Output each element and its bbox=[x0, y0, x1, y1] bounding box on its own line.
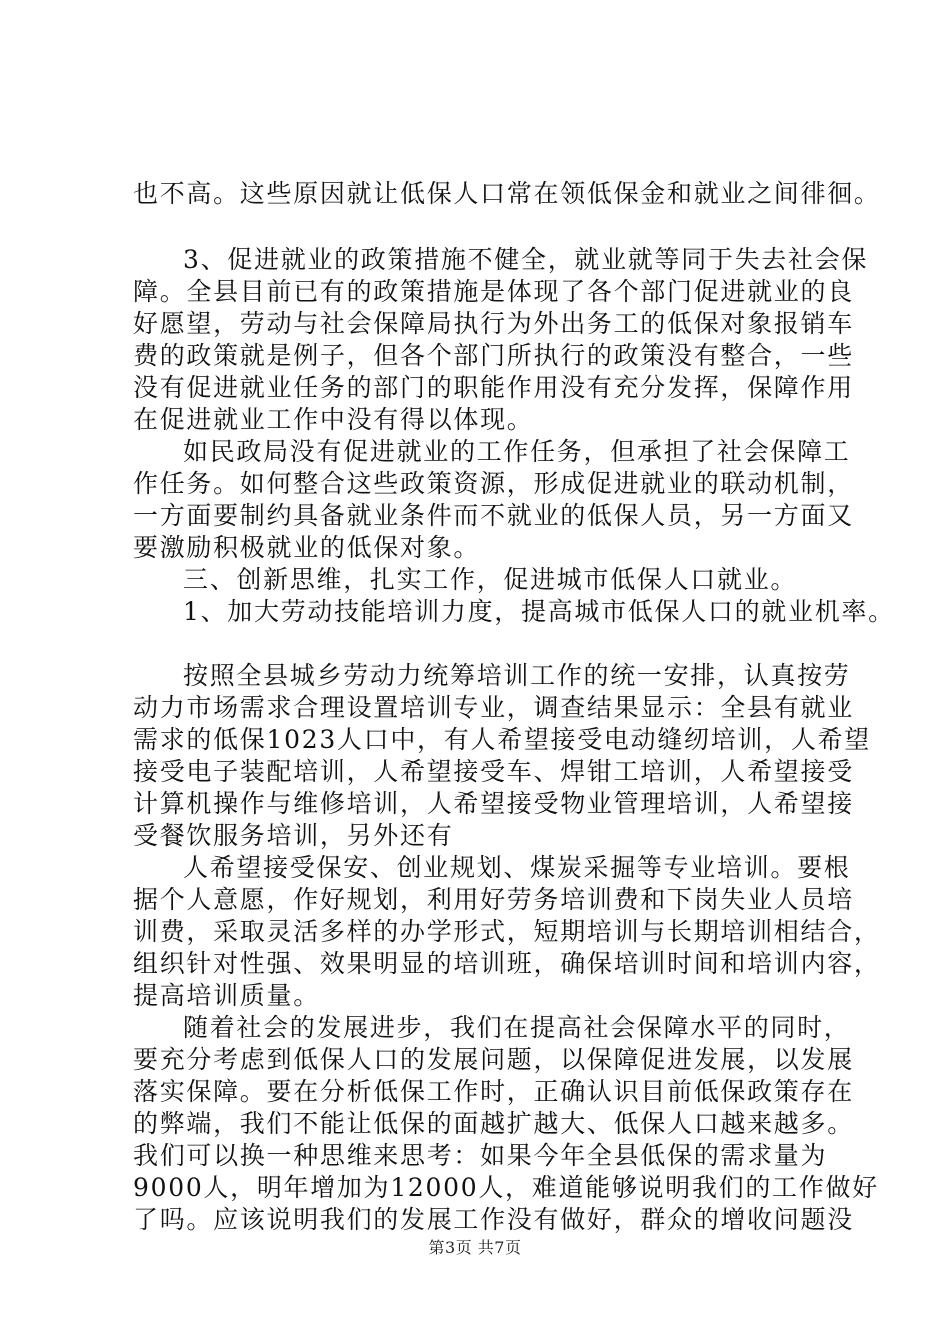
section-heading: 1、加大劳动技能培训力度，提高城市低保人口的就业机率。 bbox=[183, 597, 895, 626]
page-number: 第3页 共7页 bbox=[428, 1238, 522, 1257]
body-text-line: 我们可以换一种思维来思考：如果今年全县低保的需求量为 bbox=[133, 1141, 828, 1170]
body-text-line: 按照全县城乡劳动力统筹培训工作的统一安排，认真按劳 bbox=[183, 661, 851, 690]
body-text-line: 了吗。应该说明我们的发展工作没有做好，群众的增收问题没 bbox=[133, 1205, 854, 1234]
body-text-line: 人希望接受保安、创业规划、煤炭采掘等专业培训。要根 bbox=[183, 853, 851, 882]
body-text-line: 动力市场需求合理设置培训专业，调查结果显示：全县有就业 bbox=[133, 693, 854, 722]
section-heading: 三、创新思维，扎实工作，促进城市低保人口就业。 bbox=[183, 565, 798, 594]
body-text-line: 作任务。如何整合这些政策资源，形成促进就业的联动机制， bbox=[133, 469, 854, 498]
body-text-line: 要激励积极就业的低保对象。 bbox=[133, 533, 481, 562]
body-text-line: 受餐饮服务培训，另外还有 bbox=[133, 821, 454, 850]
body-text-line: 接受电子装配培训，人希望接受车、焊钳工培训，人希望接受 bbox=[133, 757, 854, 786]
body-text-line: 训费，采取灵活多样的办学形式，短期培训与长期培训相结合， bbox=[133, 917, 881, 946]
body-text-line: 9000人，明年增加为12000人，难道能够说明我们的工作做好 bbox=[133, 1173, 879, 1202]
body-text-line: 没有促进就业任务的部门的职能作用没有充分发挥，保障作用 bbox=[133, 373, 854, 402]
body-text-line: 如民政局没有促进就业的工作任务，但承担了社会保障工 bbox=[183, 437, 851, 466]
section-heading: 3、促进就业的政策措施不健全，就业就等同于失去社会保 bbox=[183, 245, 869, 274]
body-text-line: 计算机操作与维修培训，人希望接受物业管理培训，人希望接 bbox=[133, 789, 854, 818]
body-text-line: 随着社会的发展进步，我们在提高社会保障水平的同时， bbox=[183, 1013, 851, 1042]
body-text-line: 提高培训质量。 bbox=[133, 981, 320, 1010]
body-text-line: 好愿望，劳动与社会保障局执行为外出务工的低保对象报销车 bbox=[133, 309, 854, 338]
body-text-line: 需求的低保1023人口中，有人希望接受电动缝纫培训，人希望 bbox=[133, 725, 871, 754]
body-text-line: 要充分考虑到低保人口的发展问题，以保障促进发展，以发展 bbox=[133, 1045, 854, 1074]
body-text-line: 落实保障。要在分析低保工作时，正确认识目前低保政策存在 bbox=[133, 1077, 854, 1106]
body-text-line: 也不高。这些原因就让低保人口常在领低保金和就业之间徘徊。 bbox=[133, 179, 881, 208]
body-text-line: 据个人意愿，作好规划，利用好劳务培训费和下岗失业人员培 bbox=[133, 885, 854, 914]
body-text-line: 组织针对性强、效果明显的培训班，确保培训时间和培训内容， bbox=[133, 949, 881, 978]
body-text-line: 在促进就业工作中没有得以体现。 bbox=[133, 405, 534, 434]
body-text-line: 的弊端，我们不能让低保的面越扩越大、低保人口越来越多。 bbox=[133, 1109, 854, 1138]
body-text-line: 费的政策就是例子，但各个部门所执行的政策没有整合，一些 bbox=[133, 341, 854, 370]
body-text-line: 一方面要制约具备就业条件而不就业的低保人员，另一方面又 bbox=[133, 501, 854, 530]
body-text-line: 障。全县目前已有的政策措施是体现了各个部门促进就业的良 bbox=[133, 277, 854, 306]
